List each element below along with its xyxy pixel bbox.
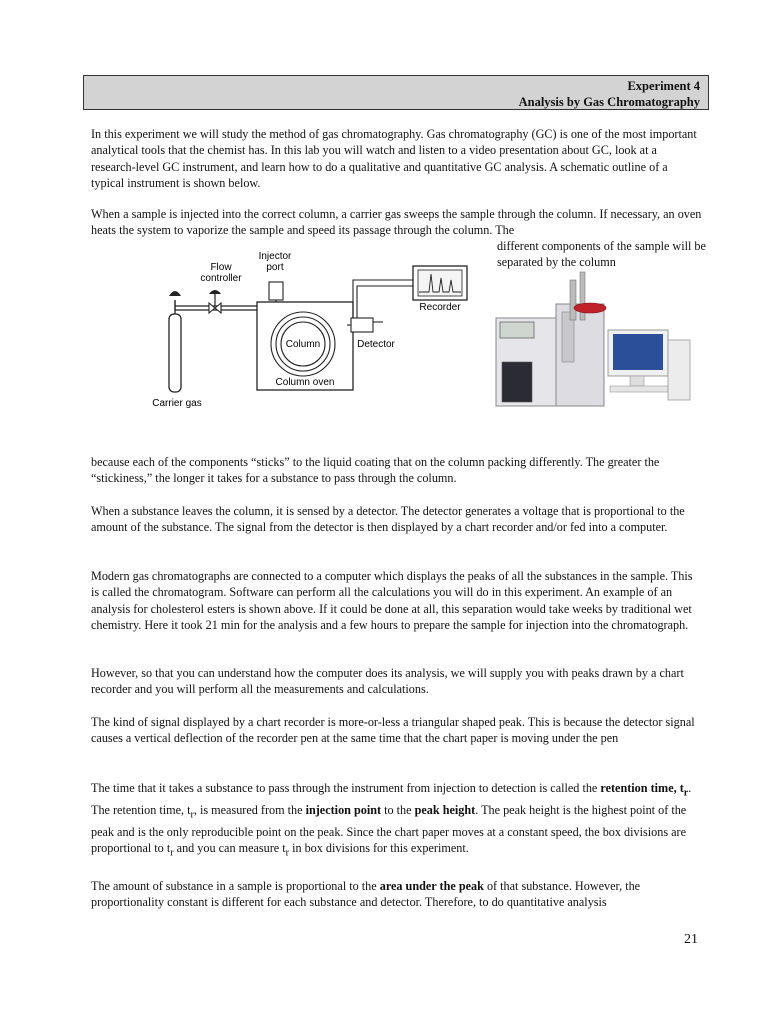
label-column-oven: Column oven bbox=[275, 377, 335, 388]
paragraph-retention-time: The time that it takes a substance to pass through the instrument from injection to detection is called the retention time, $t_r$. The retention time, $t_r$, is measured from the injection point to the peak height. The peak height is the highest point of the peak and is the only reproducible point on the peak. Since the chart paper moves at a constant speed, the box divisions are proportional to $t_r$ and you can measure $t_r$ in box divisions for this experiment. bbox=[91, 781, 692, 859]
paragraph-computer-analysis: However, so that you can understand how the computer does its analysis, we will supply you with peaks drawn by a chart recorder and you will perform all the measurements and calculations. bbox=[91, 666, 684, 697]
label-detector: Detector bbox=[357, 339, 395, 350]
label-injector-port: Injector port bbox=[258, 251, 292, 273]
paragraph-detector: When a substance leaves the column, it is sensed by a detector. The detector generates a voltage that is proportional to the amount of the substance. The signal from the detector is then displayed by a chart recorder and/or fed into a computer. bbox=[91, 504, 685, 535]
paragraph-chart-signal: The kind of signal displayed by a chart recorder is more-or-less a triangular shaped peak. This is because the detector signal causes a vertical deflection of the recorder pen at the same time that the chart paper is moving under the pen bbox=[91, 715, 695, 746]
experiment-header bbox=[83, 75, 709, 110]
experiment-number: Experiment 4 bbox=[627, 79, 700, 93]
recorder-box bbox=[413, 266, 467, 300]
detector-box bbox=[351, 318, 373, 332]
paragraph-stickiness: because each of the components “sticks” to the liquid coating that on the column packing differently. The greater the “stickiness,” the longer it takes for a substance to pass through the column. bbox=[91, 455, 660, 486]
paragraph-modern-gc: Modern gas chromatographs are connected to a computer which displays the peaks of all the substances in the sample. This is called the chromatogram. Software can perform all the calculations you will do in this experiment. An example of an analysis for cholesterol esters is shown above. If it could be done at all, this separation would take weeks by traditional wet chemistry. Here it took 21 min for the analysis and a few hours to prepare the sample for injection into the chromatograph. bbox=[91, 569, 693, 633]
term-retention-time: retention time, $t_r$ bbox=[600, 781, 689, 799]
term-injection-point: injection point bbox=[305, 802, 382, 817]
label-flow-controller: Flow controller bbox=[200, 262, 242, 284]
paragraph-area-under-peak: The amount of substance in a sample is proportional to the area under the peak of that substance. However, the proportionality constant is different for each substance and detector. Therefore, to do quantitative analysis bbox=[91, 879, 641, 910]
experiment-title: Analysis by Gas Chromatography bbox=[518, 95, 700, 109]
paragraph-injection: When a sample is injected into the correct column, a carrier gas sweeps the sample through the column. If necessary, an oven heats the system to vaporize the sample and speed its passage through the column. The bbox=[91, 207, 702, 238]
injector-port bbox=[269, 282, 283, 300]
label-carrier-gas: Carrier gas bbox=[152, 398, 202, 409]
term-area-under-peak: area under the peak bbox=[379, 879, 484, 893]
paragraph-intro: In this experiment we will study the method of gas chromatography. Gas chromatography (GC) is one of the most important analytical tools that the chemist has. In this lab you will watch and listen to a video presentation about GC, look at a research-level GC instrument, and learn how to do a qualitative and quantitative GC analysis. A schematic outline of a typical instrument is shown below. bbox=[91, 127, 697, 191]
gc-schematic-diagram bbox=[133, 250, 488, 415]
label-recorder: Recorder bbox=[419, 302, 461, 313]
page-number: 21 bbox=[684, 932, 698, 947]
gc-instrument-photo bbox=[490, 270, 695, 410]
label-column: Column bbox=[285, 339, 321, 350]
paragraph-injection-side: different components of the sample will be separated by the column bbox=[497, 239, 706, 270]
term-peak-height: peak height bbox=[414, 802, 476, 817]
